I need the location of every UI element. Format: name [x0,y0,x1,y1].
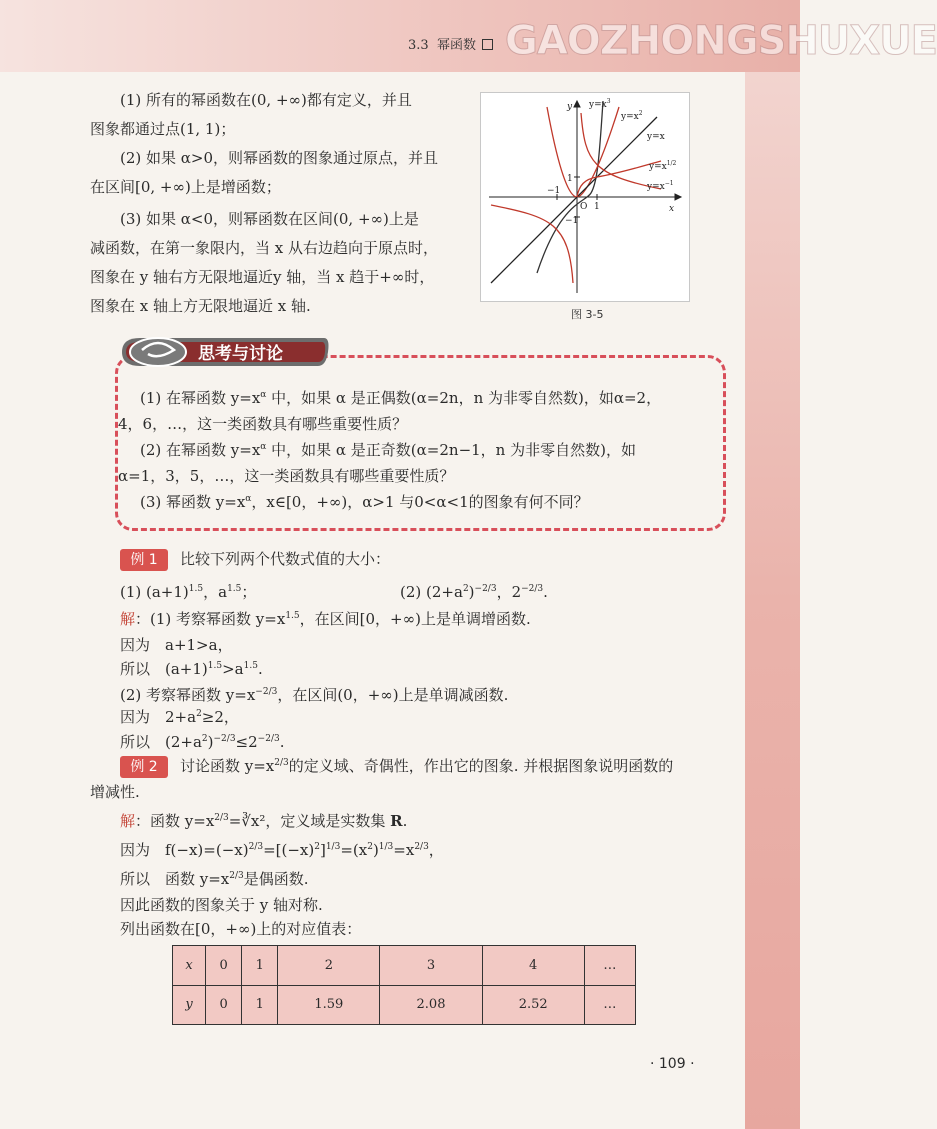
property-2a: (2) 如果 α>0，则幂函数的图象通过原点，并且 [120,149,439,167]
power-function-graph [481,93,689,301]
example-1-solution-3: 所以 $(a+1)^{1.5}>a^{1.5}$. [120,660,263,678]
discussion-q1b: 4，6，…，这一类函数具有哪些重要性质？ [118,415,408,433]
label-inverse: $y=x^{-1}$ [647,180,674,192]
x-axis-label: x [669,204,675,214]
discussion-q2a: (2) 在幂函数 $y=x^\alpha$ 中，如果 α 是正奇数(α=2n−1，n 为非零自然数)，如 [140,441,636,459]
tick-one-y: 1 [567,174,573,184]
section-number: 3.3 [408,38,429,53]
value-table [172,945,636,1025]
right-margin-band [745,72,800,1129]
example-1-solution-6: 所以 $(2+a^2)^{-2/3}\le 2^{-2/3}$. [120,733,285,751]
tick-neg-one-y: −1 [565,216,579,226]
section-heading [408,34,493,53]
property-3a: (3) 如果 α<0，则幂函数在区间(0, +∞)上是 [120,210,419,228]
watermark-text: GAOZHONGSHUXUE [505,18,937,64]
section-title: 幂函数 [436,38,476,53]
property-2b: 在区间[0, +∞)上是增函数； [90,178,281,196]
example-1-item-2: (2) $(2+a^2)^{-2/3}$，$2^{-2/3}$. [400,583,548,601]
discussion-badge [118,330,332,374]
table-cell: 3 [380,946,482,986]
table-row [173,985,636,1025]
origin-label: O [580,202,588,212]
example-2-solution-1: 解：函数 $y=x^{2/3}=∛x^2$，定义域是实数集 R. [120,812,408,830]
example-2-solution-4: 因此函数的图象关于 y 轴对称. [120,896,323,914]
table-cell: 1.59 [278,985,380,1025]
example-2-solution-2: 因为 $f(-x)=(-x)^{2/3}=[(-x)^2]^{1/3}=(x^2)^{1/3}=x^{2/3}$， [120,841,444,859]
table-cell: 0 [206,985,242,1025]
label-sqrt: $y=x^{1/2}$ [649,160,677,172]
example-1-prompt: 比较下列两个代数式值的大小： [180,550,391,568]
discussion-q3: (3) 幂函数 $y=x^\alpha$，x∈[0，+∞)，α>1 与0<α<1的图象有何不同？ [140,493,589,511]
page-number: · 109 · [650,1056,695,1072]
example-2-prompt: 讨论函数 $y=x^{2/3}$的定义域、奇偶性，作出它的图象. 并根据图象说明函数的 [180,757,674,775]
example-1-badge: 例 1 [120,549,168,571]
discussion-q2b: α=1，3，5，…，这一类函数具有哪些重要性质？ [118,467,455,485]
table-cell: 0 [206,946,242,986]
property-1b: 图象都通过点(1, 1)； [90,120,236,138]
table-cell: 2 [278,946,380,986]
table-cell: 1 [242,946,278,986]
tick-one-x: 1 [594,202,600,212]
y-axis-label: y [567,102,573,112]
table-cell: … [584,985,635,1025]
example-1-solution-5: 因为 $2+a^2\ge 2$， [120,708,239,726]
example-2-prompt-cont: 增减性. [90,783,140,801]
example-1-solution-2: 因为 a+1>a， [120,636,233,654]
table-cell: 2.52 [482,985,584,1025]
curve-identity [491,117,657,283]
example-1-item-1: (1) $(a+1)^{1.5}$，$a^{1.5}$； [120,583,257,601]
table-cell: 4 [482,946,584,986]
discussion-title: 思考与讨论 [198,344,283,364]
header-band [0,0,937,72]
table-cell: x [173,946,206,986]
x-axis-arrow [675,194,681,200]
label-cubic: $y=x^3$ [589,98,611,110]
label-identity: y=x [647,132,665,142]
table-cell: 1 [242,985,278,1025]
example-1-solution-4: (2) 考察幂函数 $y=x^{-2/3}$，在区间(0，+∞)上是单调减函数. [120,686,509,704]
tick-neg-one-x: −1 [547,186,561,196]
property-3b: 减函数，在第一象限内，当 x 从右边趋向于原点时， [90,239,438,257]
table-cell: … [584,946,635,986]
property-3c: 图象在 y 轴右方无限地逼近y 轴，当 x 趋于+∞时， [90,268,435,286]
y-axis-arrow [574,101,580,107]
property-3d: 图象在 x 轴上方无限地逼近 x 轴. [90,297,311,315]
table-row [173,946,636,986]
table-cell: 2.08 [380,985,482,1025]
table-cell: y [173,985,206,1025]
example-2-solution-3: 所以 函数 $y=x^{2/3}$是偶函数. [120,870,309,888]
example-2-badge: 例 2 [120,756,168,778]
example-1-solution-1: 解：(1) 考察幂函数 $y=x^{1.5}$，在区间[0，+∞)上是单调增函数. [120,610,531,628]
label-square: $y=x^2$ [621,110,643,122]
property-1a: (1) 所有的幂函数在(0, +∞)都有定义，并且 [120,91,412,109]
discussion-q1a: (1) 在幂函数 $y=x^\alpha$ 中，如果 α 是正偶数(α=2n，n 为非零自然数)，如α=2， [140,389,662,407]
square-icon [482,39,493,50]
example-2-solution-5: 列出函数在[0，+∞)上的对应值表： [120,920,362,938]
discussion-badge-shape [118,330,332,374]
power-function-figure [480,92,690,302]
figure-caption: 图 3-5 [571,308,604,321]
